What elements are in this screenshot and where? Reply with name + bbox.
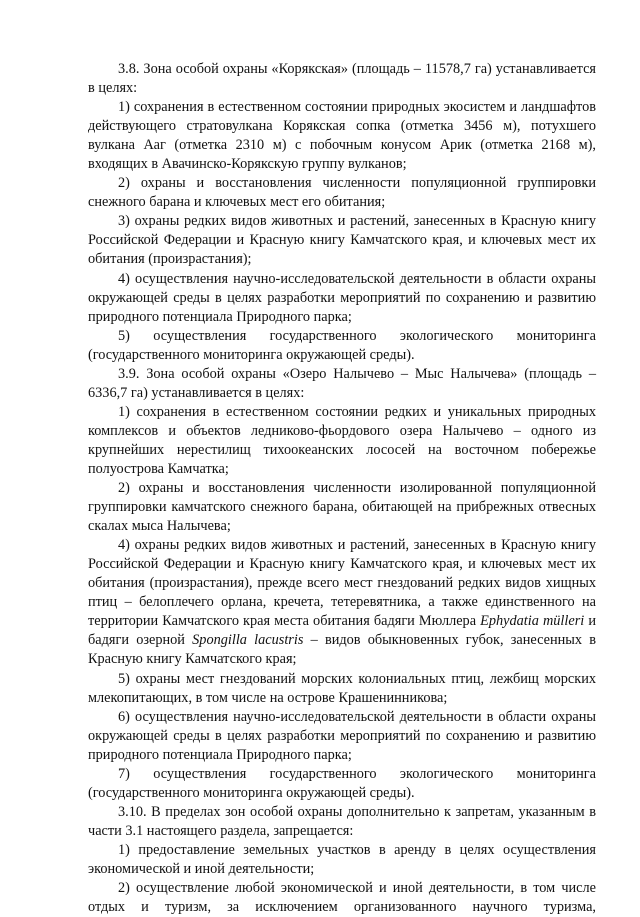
list-item: 5) охраны мест гнездований морских колониальных птиц, лежбищ морских млекопитающих, в том числе на острове Крашенинникова; bbox=[88, 670, 596, 706]
list-item: 1) сохранения в естественном состоянии редких и уникальных природных комплексов и объектов ледниково-фьордового озера Налычево – одного из крупнейших нерестилищ тихоокеанских лососей на восточном побережье полуострова Камчатка; bbox=[88, 403, 596, 477]
list-item: 1) сохранения в естественном состоянии природных экосистем и ландшафтов действующего стратовулкана Корякская сопка (отметка 3456 м), потухшего вулкана Ааг (отметка 2310 м) с побочным конусом Арик (отметка 2168 м), входящих в Авачинско-Корякскую группу вулканов; bbox=[88, 99, 596, 173]
list-item-text: 4) охраны редких видов животных и растений, занесенных в Красную книгу Российской Федерации и Красную книгу Камчатского края, и ключевых мест их обитания (произрастания), прежде всего мест гнездований редких видов хищных птиц – белоплечего орлана, кречета, тетеревятника, а также единственного на территории Камчатского края места обитания бадяги Мюллера bbox=[88, 537, 596, 630]
species-name-spongilla: Spongilla lacustris bbox=[192, 632, 304, 649]
section-3-8-heading: 3.8. Зона особой охраны «Корякская» (площадь – 11578,7 га) устанавливается в целях: bbox=[88, 61, 596, 97]
list-item: 3) охраны редких видов животных и растений, занесенных в Красную книгу Российской Федерации и Красную книгу Камчатского края, и ключевых мест их обитания (произрастания); bbox=[88, 213, 596, 268]
list-item: 1) предоставление земельных участков в аренду в целях осуществления экономической и иной деятельности; bbox=[88, 841, 596, 877]
list-item: 5) осуществления государственного экологического мониторинга (государственного мониторинга окружающей среды). bbox=[88, 327, 596, 363]
list-item: 2) осуществление любой экономической и иной деятельности, в том числе отдых и туризм, за исключением организованного научного туризма, bbox=[88, 880, 596, 916]
species-name-ephydatia: Ephydatia mülleri bbox=[480, 613, 585, 630]
document-page bbox=[88, 60, 596, 917]
list-item: 2) охраны и восстановления численности изолированной популяционной группировки камчатского снежного барана, обитающей на прибрежных отвесных скалах мыса Налычева; bbox=[88, 480, 596, 535]
list-item: 6) осуществления научно-исследовательской деятельности в области охраны окружающей среды в целях разработки мероприятий по сохранению и развитию природного потенциала Природного парка; bbox=[88, 708, 596, 763]
list-item bbox=[88, 536, 596, 669]
section-3-9-heading: 3.9. Зона особой охраны «Озеро Налычево – Мыс Налычева» (площадь – 6336,7 га) устанавливается в целях: bbox=[88, 365, 596, 401]
list-item: 2) охраны и восстановления численности популяционной группировки снежного барана и ключевых мест его обитания; bbox=[88, 175, 596, 211]
list-item: 7) осуществления государственного экологического мониторинга (государственного мониторинга окружающей среды). bbox=[88, 765, 596, 801]
list-item-text: и бадяги озерной bbox=[88, 613, 596, 649]
section-3-10-heading: 3.10. В пределах зон особой охраны дополнительно к запретам, указанным в части 3.1 настоящего раздела, запрещается: bbox=[88, 803, 596, 839]
list-item: 4) осуществления научно-исследовательской деятельности в области охраны окружающей среды в целях разработки мероприятий по сохранению и развитию природного потенциала Природного парка; bbox=[88, 270, 596, 325]
list-item-text: – видов обыкновенных губок, занесенных в Красную книгу Камчатского края; bbox=[88, 632, 596, 668]
